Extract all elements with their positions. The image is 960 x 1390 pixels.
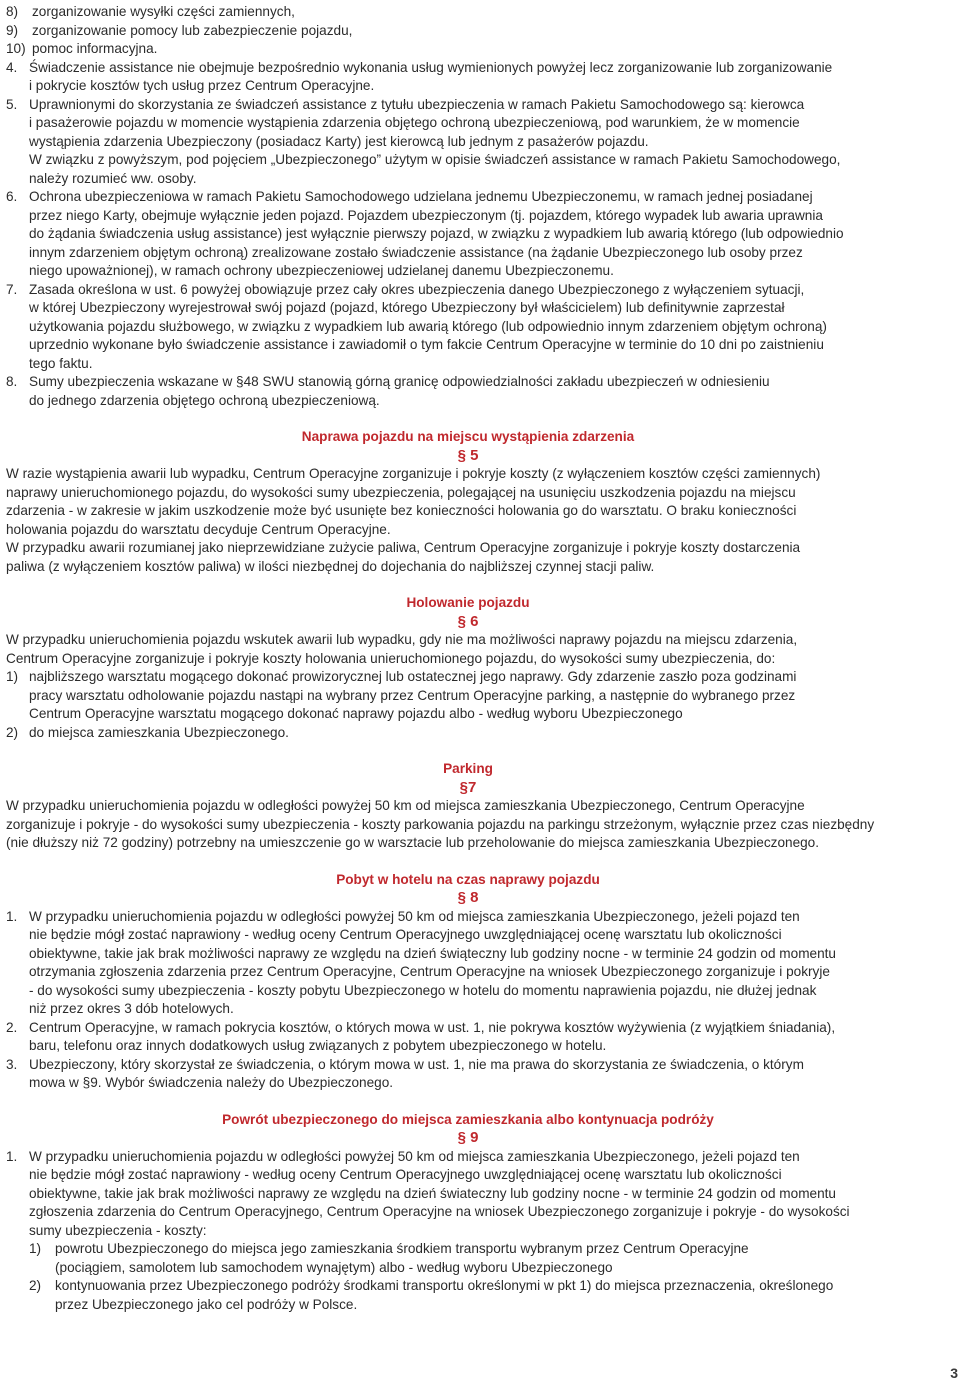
item-line: nie będzie mógł zostać naprawiony - według oceny Centrum Operacyjnego uwzględniającej ocenę warsztatu lub okoliczności <box>29 1167 782 1182</box>
list-item <box>6 668 930 724</box>
section-title: Holowanie pojazdu <box>406 595 530 610</box>
item-line: Ochrona ubezpieczeniowa w ramach Pakietu Samochodowego udzielana jednemu Ubezpieczonemu, w ramach jednej posiadanej <box>29 189 813 204</box>
item-line: do żądania świadczenia usług assistance) jest wyłącznie pierwszy pojazd, w związku z wypadkiem lub awarią którego (lub odpowiednio <box>29 226 844 241</box>
section-number: § 8 <box>457 889 479 906</box>
item-line: innym zdarzeniem objętym ochroną) zrealizowane zostało świadczenie assistance (na żądanie Ubezpieczonego lub osoby przez <box>29 244 803 260</box>
item-text: zorganizowanie wysyłki części zamiennych, <box>32 4 295 19</box>
item-line: W przypadku unieruchomienia pojazdu w odległości powyżej 50 km od miejsca zamieszkania Ubezpieczonego, jeżeli pojazd ten <box>29 1148 800 1164</box>
list-item-6 <box>6 188 930 281</box>
section-number: § 5 <box>457 446 479 464</box>
sub-list-item <box>29 1277 930 1314</box>
paragraph-line: zorganizuje i pokryje - do wysokości sumy ubezpieczenia - koszty parkowania pojazdu na parkingu strzeżonym, wyłącznie przez czas niezbędny <box>6 816 875 832</box>
item-number: 8) <box>6 4 19 19</box>
section-title: Naprawa pojazdu na miejscu wystąpienia zdarzenia <box>301 429 635 444</box>
list-item-7 <box>6 281 930 374</box>
item-line: - do wysokości sumy ubezpieczenia - koszty pobytu Ubezpieczonego w hotelu do momentu naprawienia pojazdu, nie dłużej jednak <box>29 982 817 998</box>
sub-item-line: powrotu Ubezpieczonego do miejsca jego zamieszkania środkiem transportu wybranym przez Centrum Operacyjne <box>55 1241 749 1256</box>
item-line: uprzednio wykonane było świadczenie assistance i zawiadomił o tym fakcie Centrum Operacyjne w terminie do 10 dni po zaistnieniu <box>29 337 824 352</box>
paragraph-line: (nie dłuższy niż 72 godziny) potrzebny na umieszczenie go w warsztacie lub przeholowanie do miejsca zamieszkania Ubezpieczonego. <box>6 835 820 850</box>
item-line: mowa w §9. Wybór świadczenia należy do Ubezpieczonego. <box>29 1075 394 1090</box>
item-number: 6. <box>6 189 18 204</box>
top-list <box>6 3 930 59</box>
item-text: pomoc informacyjna. <box>32 41 158 56</box>
list-item <box>6 3 930 22</box>
item-number: 9) <box>6 22 19 38</box>
paragraph-line: Centrum Operacyjne zorganizuje i pokryje koszty holowania unieruchomionego pojazdu, do wysokości sumy ubezpieczenia, do: <box>6 650 776 666</box>
item-line: Uprawnionymi do skorzystania ze świadczeń assistance z tytułu ubezpieczenia w ramach Pakietu Samochodowego są: kierowca <box>29 96 805 112</box>
item-number: 1) <box>6 669 19 684</box>
section-8 <box>6 871 930 1093</box>
item-number: 1. <box>6 908 18 924</box>
item-line: nie będzie mógł zostać naprawiony - według oceny Centrum Operacyjnego uwzględniającej ocenę warsztatu lub okoliczności <box>29 927 782 942</box>
section-6 <box>6 594 930 742</box>
item-line: niego upoważnionej), w ramach ochrony ubezpieczeniowej udzielanej danemu Ubezpieczonemu. <box>29 263 614 278</box>
item-line: użytkowania pojazdu służbowego, w związku z wypadkiem lub awarią którego (lub odpowiednio innym zdarzeniem objętym ochroną) <box>29 318 827 334</box>
item-line: Świadczenie assistance nie obejmuje bezpośrednio wykonania usług wymienionych powyżej lecz zorganizowanie lub zorganizowanie <box>29 59 833 75</box>
item-line: należy rozumieć ww. osoby. <box>29 170 197 186</box>
section-9 <box>6 1111 930 1315</box>
page-number: 3 <box>950 1364 958 1381</box>
section-number: § 9 <box>457 1129 479 1146</box>
list-item <box>6 908 930 1019</box>
paragraph-line: W przypadku unieruchomienia pojazdu w odległości powyżej 50 km od miejsca zamieszkania Ubezpieczonego, Centrum Operacyjne <box>6 798 805 813</box>
item-line: w której Ubezpieczony wyrejestrował swój pojazd (pojazd, którego Ubezpieczony był właścicielem) lub definitywnie zaprzestał <box>29 300 785 315</box>
paragraph-line: naprawy unieruchomionego pojazdu, do wysokości sumy ubezpieczenia, polegającej na usunięciu uszkodzenia pojazdu na miejscu <box>6 484 796 500</box>
item-line: Centrum Operacyjne warsztatu mogącego dokonać naprawy pojazdu albo - według wyboru Ubezpieczonego <box>29 706 683 721</box>
document-page <box>6 3 930 1314</box>
list-item <box>6 1056 930 1093</box>
item-line: Zasada określona w ust. 6 powyżej obowiązuje przez cały okres ubezpieczenia danego Ubezpieczonego z wyłączeniem sytuacji, <box>29 281 805 297</box>
item-line: przez niego Karty, obejmuje wyłącznie jeden pojazd. Pojazdem ubezpieczonym (tj. pojazdem, którego wypadek lub awaria uprawnia <box>29 207 823 223</box>
item-line: do jednego zdarzenia objętego ochroną ubezpieczeniową. <box>29 392 380 408</box>
section-7 <box>6 760 930 853</box>
paragraph-line: W razie wystąpienia awarii lub wypadku, Centrum Operacyjne zorganizuje i pokryje koszty (z wyłączeniem kosztów części zamiennych) <box>6 466 821 481</box>
item-line: obiektywne, takie jak brak możliwości naprawy ze względu na dzień świąteczny lub godziny nocne - w terminie 24 godzin od momentu <box>29 945 836 961</box>
paragraph-line: holowania pojazdu do warsztatu decyduje Centrum Operacyjne. <box>6 521 391 537</box>
list-item <box>6 1019 930 1056</box>
item-line: i pokrycie kosztów tych usług przez Centrum Operacyjne. <box>29 78 375 93</box>
item-line: pracy warsztatu odholowanie pojazdu nastąpi na wybrany przez Centrum Operacyjne parking, a następnie do wybranego przez <box>29 687 796 703</box>
section-5 <box>6 428 930 576</box>
item-line: wystąpienia zdarzenia Ubezpieczony (posiadacz Karty) jest kierowcą lub jednym z pasażerów pojazdu. <box>29 133 649 149</box>
item-line: zgłoszenia zdarzenia do Centrum Operacyjnego, Centrum Operacyjne na wniosek Ubezpieczonego zorganizuje i pokryje - do wysokości <box>29 1204 850 1219</box>
list-item-8 <box>6 373 930 410</box>
item-line: niż przez okres 3 dób hotelowych. <box>29 1001 234 1016</box>
item-number: 2) <box>6 724 19 740</box>
item-line: tego faktu. <box>29 355 93 371</box>
list-item <box>6 40 930 59</box>
item-number: 10) <box>6 41 26 56</box>
item-line: W związku z powyższym, pod pojęciem „Ubezpieczonego” użytym w opisie świadczeń assistance w ramach Pakietu Samochodowego, <box>29 152 841 167</box>
sub-item-line: (pociągiem, samolotem lub samochodem wynajętym) albo - według wyboru Ubezpieczonego <box>55 1259 613 1275</box>
item-line: Sumy ubezpieczenia wskazane w §48 SWU stanowią górną granicę odpowiedzialności zakładu ubezpieczeń w odniesieniu <box>29 374 770 389</box>
item-number: 8. <box>6 374 18 389</box>
item-line: Ubezpieczony, który skorzystał ze świadczenia, o którym mowa w ust. 1, nie ma prawa do skorzystania ze świadczenia, o którym <box>29 1056 804 1072</box>
sub-item-line: kontynuowania przez Ubezpieczonego podróży środkami transportu określonymi w pkt 1) do miejsca przeznaczenia, określonego <box>55 1278 834 1293</box>
paragraph-line: paliwa (z wyłączeniem kosztów paliwa) w ilości niezbędnej do dojechania do najbliższej czynnej stacji paliw. <box>6 558 655 574</box>
item-text: zorganizowanie pomocy lub zabezpieczenie pojazdu, <box>32 22 353 38</box>
item-line: Centrum Operacyjne, w ramach pokrycia kosztów, o których mowa w ust. 1, nie pokrywa kosztów wyżywienia (z wyjątkiem śniadania), <box>29 1019 836 1035</box>
list-item-5 <box>6 96 930 189</box>
main-list <box>6 59 930 411</box>
item-line: do miejsca zamieszkania Ubezpieczonego. <box>29 724 289 740</box>
sub-list-item <box>29 1240 930 1277</box>
section-title: Pobyt w hotelu na czas naprawy pojazdu <box>336 871 600 887</box>
item-number: 1. <box>6 1148 18 1164</box>
item-line: najbliższego warsztatu mogącego dokonać prowizorycznej lub ostatecznej jego naprawy. Gdy zdarzenie zaszło poza godzinami <box>29 669 797 684</box>
list-item-4 <box>6 59 930 96</box>
sub-item-number: 2) <box>29 1278 42 1293</box>
item-number: 4. <box>6 59 18 75</box>
section-title: Parking <box>443 761 493 776</box>
list-item <box>6 724 930 743</box>
paragraph-line: zdarzenia - w zakresie w jakim uszkodzenie może być usunięte bez konieczności holowania go do warsztatu. O braku konieczności <box>6 503 797 518</box>
sub-item-number: 1) <box>29 1241 42 1256</box>
item-line: obiektywne, takie jak brak możliwości naprawy ze względu na dzień świateczny lub godziny nocne - w terminie 24 godzin od momentu <box>29 1185 836 1201</box>
item-line: sumy ubezpieczenia - koszty: <box>29 1222 207 1238</box>
sub-item-line: przez Ubezpieczonego jako cel podróży w Polsce. <box>55 1296 358 1312</box>
paragraph-line: W przypadku unieruchomienia pojazdu wskutek awarii lub wypadku, gdy nie ma możliwości naprawy pojazdu na miejscu zdarzenia, <box>6 632 798 647</box>
list-item <box>6 22 930 41</box>
item-line: otrzymania zgłoszenia zdarzenia przez Centrum Operacyjne, Centrum Operacyjne na wniosek Ubezpieczonego zorganizuje i pokryje <box>29 964 830 979</box>
item-line: W przypadku unieruchomienia pojazdu w odległości powyżej 50 km od miejsca zamieszkania Ubezpieczonego, jeżeli pojazd ten <box>29 908 800 924</box>
item-line: i pasażerowie pojazdu w momencie wystąpienia zdarzenia objętego ochroną ubezpieczeniową, pod warunkiem, że w momencie <box>29 115 800 130</box>
item-line: baru, telefonu oraz innych dodatkowych usług związanych z pobytem ubezpieczonego w hotelu. <box>29 1038 607 1053</box>
item-number: 2. <box>6 1019 18 1035</box>
item-number: 5. <box>6 96 18 112</box>
list-item <box>6 1148 930 1315</box>
section-number: §7 <box>459 778 477 796</box>
paragraph-line: W przypadku awarii rozumianej jako nieprzewidziane zużycie paliwa, Centrum Operacyjne zorganizuje i pokryje koszty dostarczenia <box>6 540 801 555</box>
item-number: 7. <box>6 281 18 297</box>
item-number: 3. <box>6 1056 18 1072</box>
section-number: § 6 <box>457 612 479 630</box>
section-title: Powrót ubezpieczonego do miejsca zamieszkania albo kontynuacja podróży <box>222 1111 714 1127</box>
